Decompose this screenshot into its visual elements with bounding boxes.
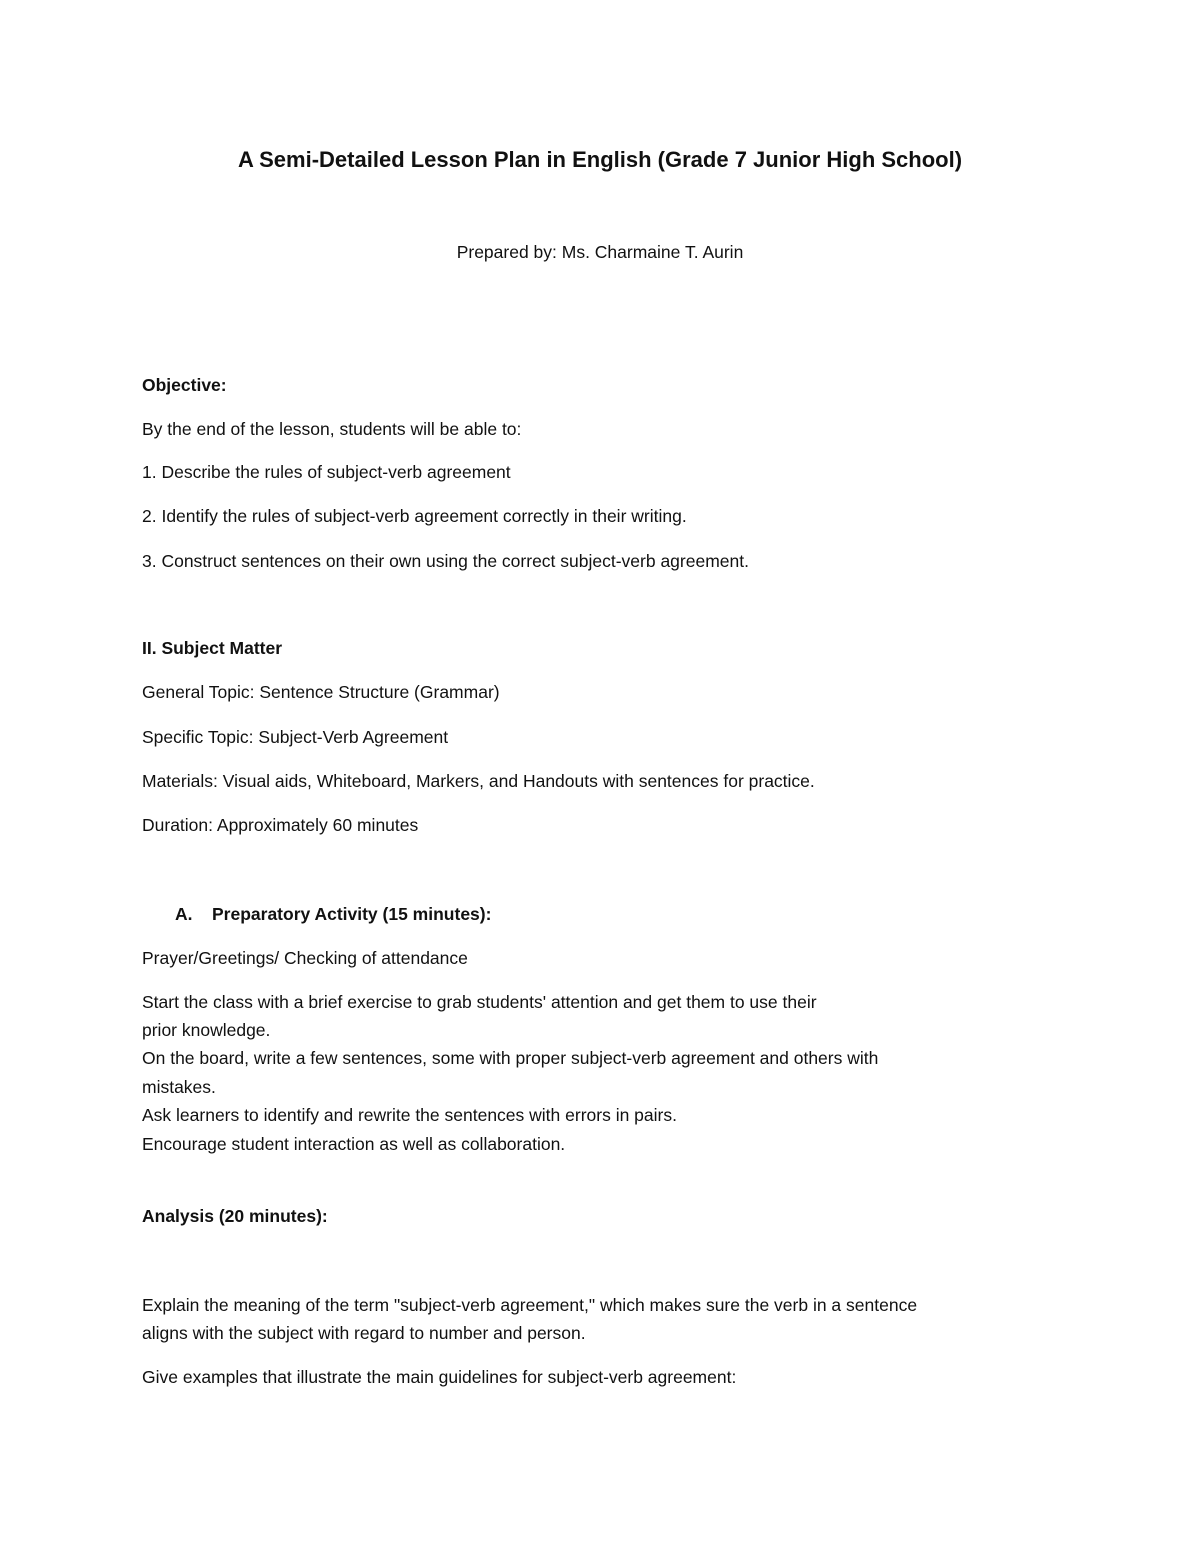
analysis-line: Give examples that illustrate the main guidelines for subject-verb agreement: [142,1367,737,1387]
document-title: A Semi-Detailed Lesson Plan in English (Grade 7 Junior High School) [237,147,963,172]
objective-heading: Objective: [142,375,227,395]
objective-intro: By the end of the lesson, students will be able to: [142,419,522,439]
duration: Duration: Approximately 60 minutes [142,815,419,835]
objective-item: 3. Construct sentences on their own using the correct subject-verb agreement. [142,551,749,571]
objective-item: 2. Identify the rules of subject-verb agreement correctly in their writing. [142,506,687,526]
analysis-heading: Analysis (20 minutes): [142,1206,328,1226]
objective-item: 1. Describe the rules of subject-verb agreement [142,462,511,482]
preparatory-line: On the board, write a few sentences, some with proper subject-verb agreement and others with [142,1048,879,1068]
preparatory-heading [175,900,491,928]
list-marker: A. [175,904,193,924]
preparatory-line: mistakes. [142,1077,216,1097]
subject-matter-heading: II. Subject Matter [142,638,283,658]
preparatory-heading-text: Preparatory Activity (15 minutes): [212,904,492,924]
analysis-line: Explain the meaning of the term "subject-verb agreement," which makes sure the verb in a sentence [142,1295,918,1315]
preparatory-line: prior knowledge. [142,1020,271,1040]
specific-topic: Specific Topic: Subject-Verb Agreement [142,727,449,747]
preparatory-line: Encourage student interaction as well as collaboration. [142,1134,566,1154]
preparatory-line: Start the class with a brief exercise to grab students' attention and get them to use their [142,992,817,1012]
preparatory-line: Prayer/Greetings/ Checking of attendance [142,948,468,968]
analysis-line: aligns with the subject with regard to number and person. [142,1323,586,1343]
materials: Materials: Visual aids, Whiteboard, Markers, and Handouts with sentences for practice. [142,771,815,791]
preparatory-line: Ask learners to identify and rewrite the sentences with errors in pairs. [142,1105,677,1125]
general-topic: General Topic: Sentence Structure (Grammar) [142,682,500,702]
prepared-by: Prepared by: Ms. Charmaine T. Aurin [456,242,744,262]
